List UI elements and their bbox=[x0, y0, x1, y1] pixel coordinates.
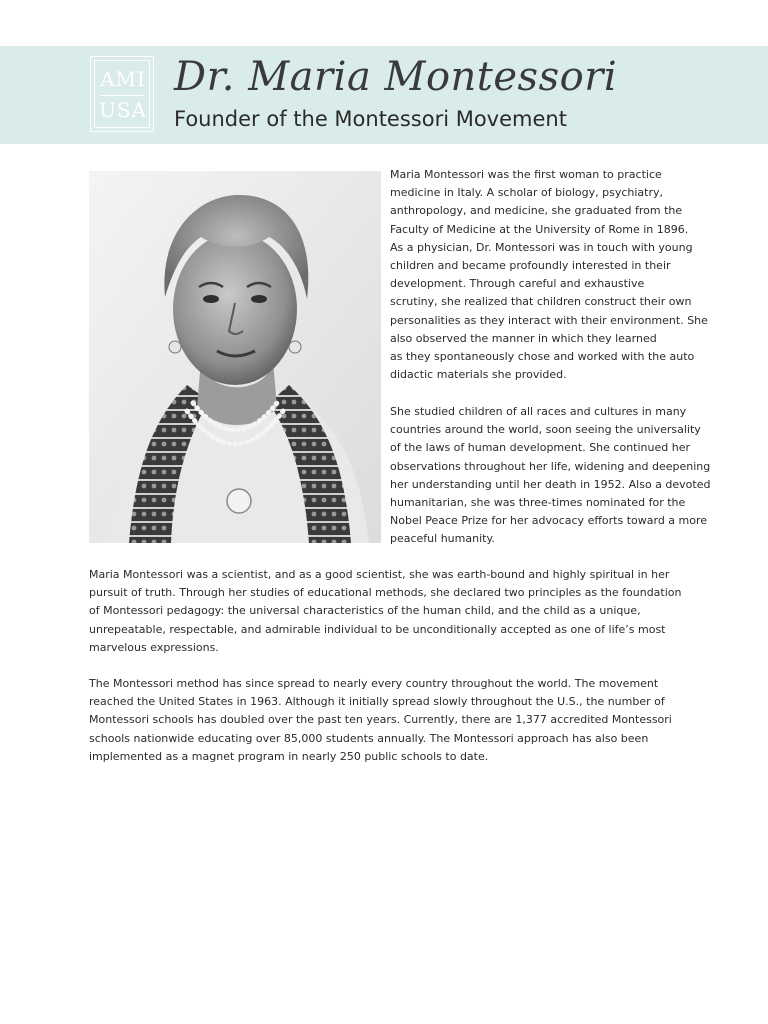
paragraph-line: Nobel Peace Prize for her advocacy efforts toward a more bbox=[390, 514, 708, 528]
paragraph-line: implemented as a magnet program in nearly 250 public schools to date. bbox=[89, 749, 489, 763]
paragraph-line: Montessori schools has doubled over the past ten years. Currently, there are 1,377 accredited Montessori bbox=[89, 713, 672, 727]
paragraph-method-spread bbox=[89, 675, 689, 766]
paragraph-line: reached the United States in 1963. Although it initially spread slowly throughout the U.S., the number of bbox=[89, 695, 665, 709]
ami-usa-logo bbox=[90, 56, 154, 132]
paragraph-line: pursuit of truth. Through her studies of educational methods, she declared two principles as the foundation bbox=[89, 586, 682, 600]
logo-text-ami: AMI bbox=[100, 67, 146, 91]
paragraph-studies bbox=[390, 403, 730, 549]
paragraph-line: countries around the world, soon seeing the universality bbox=[390, 423, 701, 437]
paragraph-line: development. Through careful and exhaustive bbox=[390, 277, 645, 291]
paragraph-line: of Montessori pedagogy: the universal characteristics of the human child, and the child as a unique, bbox=[89, 604, 641, 618]
paragraph-line: She studied children of all races and cultures in many bbox=[390, 405, 687, 418]
header-band bbox=[0, 46, 768, 144]
paragraph-line: The Montessori method has since spread to nearly every country throughout the world. The movement bbox=[89, 677, 659, 690]
paragraph-line: schools nationwide educating over 85,000 students annually. The Montessori approach has also been bbox=[89, 731, 649, 745]
paragraph-line: peaceful humanity. bbox=[390, 532, 495, 546]
paragraph-intro bbox=[390, 166, 730, 384]
paragraph-line: Maria Montessori was the first woman to practice bbox=[390, 168, 662, 181]
paragraph-line: anthropology, and medicine, she graduated from the bbox=[390, 204, 683, 218]
paragraph-line: medicine in Italy. A scholar of biology, psychiatry, bbox=[390, 186, 664, 200]
paragraph-line: personalities as they interact with their environment. She bbox=[390, 313, 708, 327]
paragraph-scientist bbox=[89, 566, 689, 657]
paragraph-line: Faculty of Medicine at the University of Rome in 1896. bbox=[390, 222, 689, 236]
page-subtitle: Founder of the Montessori Movement bbox=[174, 107, 567, 131]
paragraph-line: didactic materials she provided. bbox=[390, 368, 567, 382]
paragraph-line: children and became profoundly interested in their bbox=[390, 259, 671, 273]
paragraph-line: marvelous expressions. bbox=[89, 640, 219, 654]
paragraph-line: As a physician, Dr. Montessori was in touch with young bbox=[390, 240, 693, 254]
logo-divider bbox=[100, 95, 144, 96]
page-title: Dr. Maria Montessori bbox=[174, 54, 618, 100]
paragraph-line: scrutiny, she realized that children construct their own bbox=[390, 295, 692, 309]
paragraph-line: humanitarian, she was three-times nominated for the bbox=[390, 496, 686, 510]
portrait-photo bbox=[89, 171, 381, 543]
logo-text-usa: USA bbox=[99, 98, 147, 122]
paragraph-line: as they spontaneously chose and worked with the auto bbox=[390, 350, 695, 364]
paragraph-line: her understanding until her death in 1952. Also a devoted bbox=[390, 477, 711, 491]
paragraph-line: unrepeatable, respectable, and admirable individual to be unconditionally accepted as one of life’s most bbox=[89, 622, 666, 636]
paragraph-line: of the laws of human development. She continued her bbox=[390, 441, 690, 455]
paragraph-line: observations throughout her life, widening and deepening bbox=[390, 459, 711, 473]
paragraph-line: Maria Montessori was a scientist, and as a good scientist, she was earth-bound and highly spiritual in her bbox=[89, 568, 670, 581]
paragraph-line: also observed the manner in which they learned bbox=[390, 331, 657, 345]
